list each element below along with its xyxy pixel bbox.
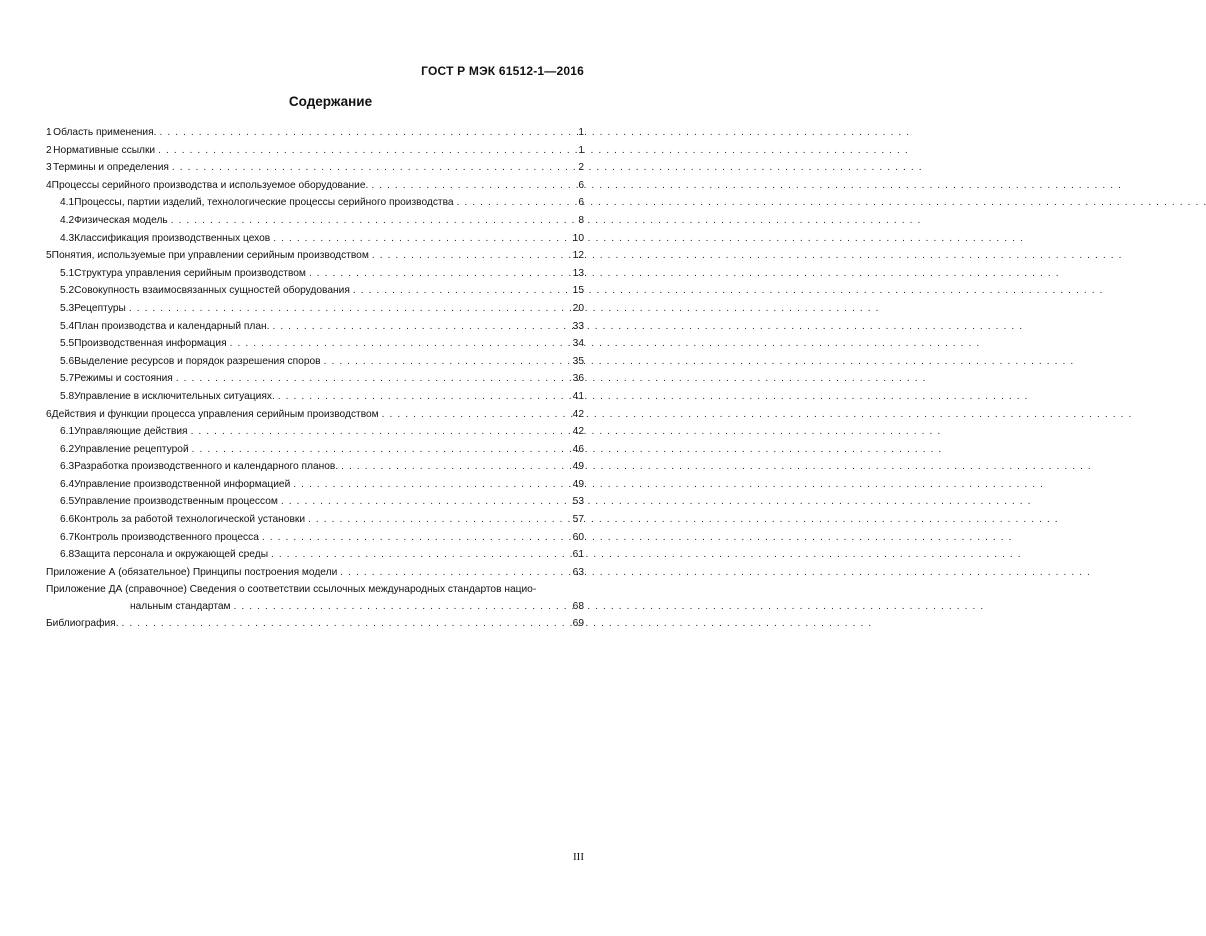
toc-entry[interactable] [46,124,584,142]
toc-entry[interactable] [46,159,584,177]
toc-entry[interactable] [46,423,584,441]
toc-entry-title: Разработка производственного и календарного планов. [74,461,339,473]
toc-entry-title: Область применения. [53,127,157,138]
toc-entry-title: Управление рецептурой [74,443,189,455]
toc-title: Содержание [288,94,373,109]
toc-entry[interactable] [46,353,584,371]
toc-entry-title: Управление производственной информацией [74,478,291,490]
toc-entry-title: Физическая модель [74,214,168,226]
toc-entry-number: 5.5 [60,338,75,350]
dot-leader [340,564,568,582]
toc-entry-title: Термины и определения [52,162,169,174]
toc-entry-title: Классификация производственных цехов [74,232,271,244]
toc-entry-title: Рецептуры [74,302,126,314]
dot-leader [272,318,568,336]
document-code: ГОСТ Р МЭК 61512-1—2016 [421,64,584,78]
toc-entry-number: 6.2 [60,443,75,455]
toc-entry-page: 35 [572,355,584,367]
toc-entry[interactable] [46,441,584,459]
toc-entry-title: Процессы серийного производства и используемое оборудование. [51,179,369,191]
toc-entry-page: 61 [572,549,584,561]
toc-entry-title: Процессы, партии изделий, технологические процессы серийного производства [74,197,454,209]
toc-entry-title: Выделение ресурсов и порядок разрешения споров [74,355,321,367]
dot-leader [171,212,572,230]
toc-entry[interactable] [46,230,584,248]
toc-entry[interactable] [46,546,584,564]
dot-leader [262,529,569,547]
toc-entry[interactable] [46,370,584,388]
toc-entry[interactable] [46,564,584,582]
toc-entry[interactable] [46,511,584,529]
toc-entry[interactable] [46,247,584,265]
dot-leader [230,335,569,353]
toc-entry-title: Понятия, используемые при управлении серийным производством [51,250,369,262]
toc-entry-title: План производства и календарный план. [74,320,270,332]
toc-entry-title: Совокупность взаимосвязанных сущностей оборудования [74,285,350,297]
dot-leader [191,423,569,441]
dot-leader [371,177,572,195]
toc-entry-page: 60 [572,531,584,543]
toc-entry-page: 33 [572,320,584,332]
toc-entry-title: Управляющие действия [74,426,188,438]
dot-leader [308,511,569,529]
dot-leader [457,194,572,212]
toc-entry[interactable] [46,406,584,424]
toc-entry-page: 68 [572,601,584,613]
toc-entry-bibliography[interactable] [46,615,584,633]
toc-entry-title: Библиография. [46,618,119,630]
toc-entry-number: 3 [46,162,52,174]
toc-entry-page: 57 [572,514,584,526]
toc-entry-page: 6 [578,197,584,209]
toc-entry-page: 10 [572,232,584,244]
toc-entry-number: 5.7 [60,373,75,385]
dot-leader [234,598,569,616]
toc-entry-number: 6.5 [60,496,75,508]
dot-leader [273,230,568,248]
toc-entry-number: 5.8 [60,390,75,402]
toc-entry-title: Производственная информация [74,338,227,350]
toc-entry-title: Действия и функции процесса управления серийным производством [51,408,379,420]
toc-entry[interactable] [46,194,584,212]
toc-entry-title: Защита персонала и окружающей среды [74,549,269,561]
dot-leader [278,388,569,406]
toc-entry-number: 5.6 [60,355,75,367]
toc-entry[interactable] [46,177,584,195]
toc-entry-title: Структура управления серийным производством [74,267,306,279]
toc-entry-number: 5 [46,250,52,262]
toc-entry-page: 41 [572,390,584,402]
toc-entry-page: 1 [578,144,584,156]
toc-entry-page: 42 [572,426,584,438]
toc-entry-page: 53 [572,496,584,508]
toc-entry-page: 49 [572,478,584,490]
toc-entry-title: Приложение ДА (справочное) Сведения о соответствии ссылочных международных стандартов нацио- [46,584,537,596]
toc-entry-number: 4.1 [60,197,75,209]
toc-entry-title: Контроль за работой технологической установки [74,514,306,526]
dot-leader [353,282,569,300]
toc-entry-title: Управление производственным процессом [74,496,278,508]
toc-entry-page: 49 [572,461,584,473]
toc-entry-page: 46 [572,443,584,455]
toc-entry-number: 5.2 [60,285,75,297]
dot-leader [158,142,572,160]
toc-entry-page: 69 [572,618,584,630]
toc-entry-appendix-da[interactable] [46,581,584,615]
dot-leader [309,265,569,283]
toc-entry-number: 6 [46,408,52,420]
toc-entry-number: 2 [46,144,52,156]
dot-leader [372,247,569,265]
toc-entry-title: Контроль производственного процесса [74,531,259,543]
toc-entry-page: 1 [578,127,584,138]
toc-entry[interactable] [46,265,584,283]
dot-leader [293,476,568,494]
dot-leader [176,370,569,388]
toc-entry-number: 4.2 [60,214,75,226]
dot-leader [122,615,569,633]
toc-entry-number: 5.3 [60,302,75,314]
toc-entry-page: 34 [572,338,584,350]
dot-leader [341,458,569,476]
toc-entry-number: 5.4 [60,320,75,332]
toc-entry-page: 8 [578,214,584,226]
dot-leader [129,300,569,318]
toc-entry-number: 6.8 [60,549,75,561]
toc-entry-page: 36 [572,373,584,385]
toc-entry-number: 6.3 [60,461,75,473]
dot-leader [281,493,569,511]
toc-entry-title: Управление в исключительных ситуациях. [74,390,275,402]
toc-entry-number: 6.4 [60,478,75,490]
toc-entry-number: 4.3 [60,232,75,244]
table-of-contents [46,124,584,633]
toc-entry-title: Приложение А (обязательное) Принципы построения модели [46,566,338,578]
toc-entry-page: 63 [572,566,584,578]
dot-leader [192,441,569,459]
toc-entry[interactable] [46,493,584,511]
toc-entry-page: 12 [572,250,584,262]
toc-entry-page: 13 [572,267,584,279]
toc-entry-page: 42 [572,408,584,420]
toc-entry-page: 2 [578,162,584,174]
toc-entry[interactable] [46,318,584,336]
toc-entry-number: 1 [46,127,52,138]
dot-leader [159,124,572,142]
dot-leader [324,353,569,371]
toc-entry-number: 5.1 [60,267,75,279]
toc-entry[interactable] [46,282,584,300]
toc-entry-page: 20 [572,302,584,314]
toc-entry[interactable] [46,529,584,547]
dot-leader [382,406,569,424]
toc-entry-title-continuation: нальным стандартам [130,601,231,613]
toc-entry-page: 15 [572,285,584,297]
toc-entry-continuation [46,598,584,616]
toc-entry[interactable] [46,458,584,476]
toc-entry-title: Нормативные ссылки [53,144,156,156]
toc-entry-page: 6 [578,179,584,191]
toc-entry[interactable] [46,476,584,494]
toc-entry[interactable] [46,142,584,160]
dot-leader [172,159,572,177]
toc-entry-number: 6.1 [60,426,75,438]
toc-entry[interactable] [46,300,584,318]
dot-leader [271,546,569,564]
toc-entry-number: 6.6 [60,514,75,526]
toc-entry[interactable] [46,388,584,406]
toc-entry[interactable] [46,335,584,353]
toc-entry-number: 6.7 [60,531,75,543]
toc-entry[interactable] [46,212,584,230]
toc-entry-number: 4 [46,179,52,191]
page-number: III [573,851,584,863]
toc-entry-title: Режимы и состояния [74,373,173,385]
